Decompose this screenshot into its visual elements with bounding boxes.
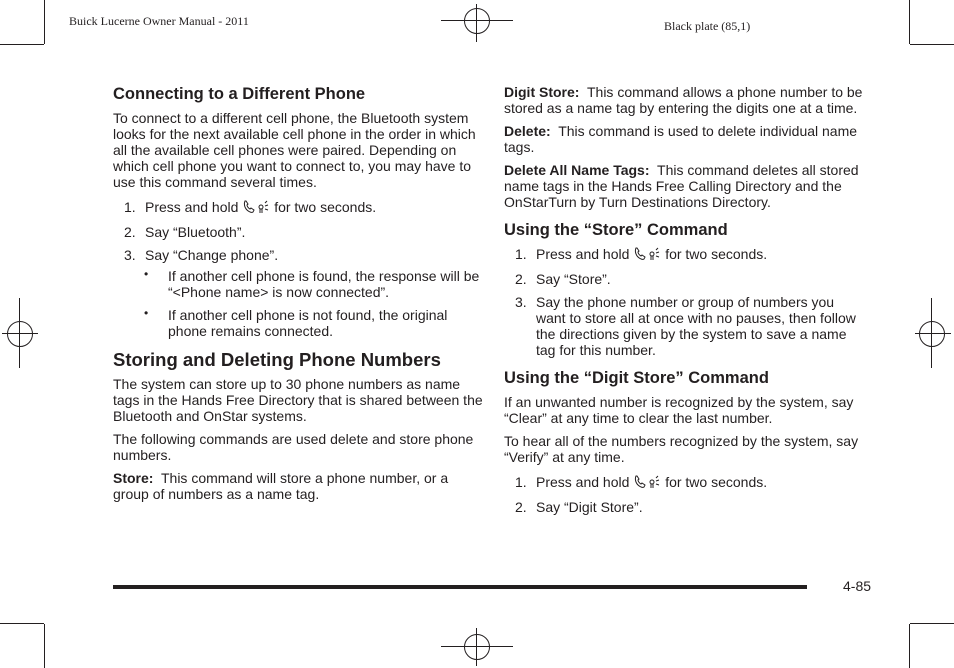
- desc-store: This command will store a phone number, or a group of numbers as a name tag.: [113, 470, 449, 502]
- registration-mark: [919, 321, 945, 347]
- paragraph-connecting: To connect to a different cell phone, the Bluetooth system looks for the next available cell phone in the order in which all the available cell phones were paired. Depending on which cell phone you want to connect to, you may have to use this command several times.: [113, 110, 476, 190]
- paragraph-digit-2: To hear all of the numbers recognized by the system, say “Verify” at any time.: [504, 433, 859, 465]
- paragraph-storing-2: The following commands are used delete and store phone numbers.: [113, 431, 474, 463]
- step-text-before: Press and hold: [536, 474, 630, 490]
- crop-mark: [910, 623, 954, 624]
- page-number: 4-85: [843, 578, 872, 594]
- section-heading-digit-store-command: Using the “Digit Store” Command: [504, 369, 769, 387]
- crop-mark: [909, 624, 910, 668]
- step-text: Say “Bluetooth”.: [145, 224, 246, 240]
- registration-mark: [464, 8, 490, 34]
- step-item: [113, 247, 483, 263]
- paragraph-storing-1: The system can store up to 30 phone numbers as name tags in the Hands Free Directory that is shared between the Bluetooth and OnStar systems.: [113, 376, 483, 424]
- term-delete-all: Delete All Name Tags:: [504, 162, 650, 178]
- header-manual-title: Buick Lucerne Owner Manual - 2011: [69, 14, 249, 28]
- right-column: [504, 84, 866, 522]
- footer-rule: [113, 585, 807, 589]
- term-store: Store:: [113, 470, 154, 486]
- definition-delete: [504, 123, 866, 155]
- step-item: [504, 474, 866, 492]
- crop-mark: [0, 623, 44, 624]
- step-text-after: for two seconds.: [274, 199, 377, 215]
- bullet-item: [113, 268, 483, 300]
- voice-command-icon: [648, 475, 660, 492]
- desc-delete: This command is used to delete individual name tags.: [504, 123, 858, 155]
- voice-command-icon: [648, 247, 660, 264]
- step-text: Say “Digit Store”.: [536, 499, 643, 515]
- definition-digit-store: [504, 84, 866, 116]
- paragraph-digit-1: If an unwanted number is recognized by the system, say “Clear” at any time to clear the last number.: [504, 394, 854, 426]
- phone-handset-icon: [243, 200, 255, 217]
- phone-handset-icon: [634, 247, 646, 264]
- step-text-before: Press and hold: [145, 199, 239, 215]
- step-number: 3.: [124, 247, 136, 263]
- step-text: Say the phone number or group of numbers you want to store all at once with no pauses, then follow the directions given by the system to save a name tag for this number.: [536, 294, 856, 358]
- step-text: Say “Store”.: [536, 271, 611, 287]
- bullet-text: If another cell phone is not found, the original phone remains connected.: [168, 307, 448, 339]
- registration-mark: [7, 321, 33, 347]
- step-number: 1.: [515, 474, 527, 490]
- bullet-dot: •: [144, 267, 149, 281]
- header-plate-label: Black plate (85,1): [664, 19, 751, 33]
- definition-delete-all: [504, 162, 866, 210]
- step-item: [113, 199, 483, 217]
- crop-mark: [44, 0, 45, 44]
- step-text-before: Press and hold: [536, 246, 630, 262]
- step-number: 1.: [515, 246, 527, 262]
- step-text: Say “Change phone”.: [145, 247, 279, 263]
- definition-store: [113, 470, 483, 502]
- term-delete: Delete:: [504, 123, 551, 139]
- step-text-after: for two seconds.: [665, 246, 768, 262]
- desc-delete-all: This command deletes all stored name tags in the Hands Free Calling Directory and the OnStarTurn by Turn Destinations Directory.: [504, 162, 859, 210]
- bullet-item: [113, 307, 483, 339]
- section-heading-store-command: Using the “Store” Command: [504, 221, 728, 239]
- registration-mark: [464, 634, 490, 660]
- step-item: [504, 294, 866, 358]
- crop-mark: [0, 44, 44, 45]
- step-item: [504, 271, 866, 287]
- crop-mark: [909, 0, 910, 44]
- term-digit-store: Digit Store:: [504, 84, 580, 100]
- section-heading-storing: Storing and Deleting Phone Numbers: [113, 349, 441, 370]
- section-heading-connecting: Connecting to a Different Phone: [113, 85, 366, 103]
- step-text-after: for two seconds.: [665, 474, 768, 490]
- voice-command-icon: [257, 200, 269, 217]
- step-item: [504, 246, 866, 264]
- step-number: 3.: [515, 294, 527, 310]
- crop-mark: [44, 624, 45, 668]
- bullet-text: If another cell phone is found, the response will be “<Phone name> is now connected”.: [168, 268, 480, 300]
- bullet-dot: •: [144, 306, 149, 320]
- step-number: 2.: [515, 271, 527, 287]
- crop-mark: [910, 44, 954, 45]
- desc-digit-store: This command allows a phone number to be stored as a name tag by entering the digits one at a time.: [504, 84, 863, 116]
- step-number: 1.: [124, 199, 136, 215]
- step-item: [504, 499, 866, 515]
- step-number: 2.: [124, 224, 136, 240]
- step-number: 2.: [515, 499, 527, 515]
- step-item: [113, 224, 483, 240]
- left-column: [113, 84, 483, 509]
- phone-handset-icon: [634, 475, 646, 492]
